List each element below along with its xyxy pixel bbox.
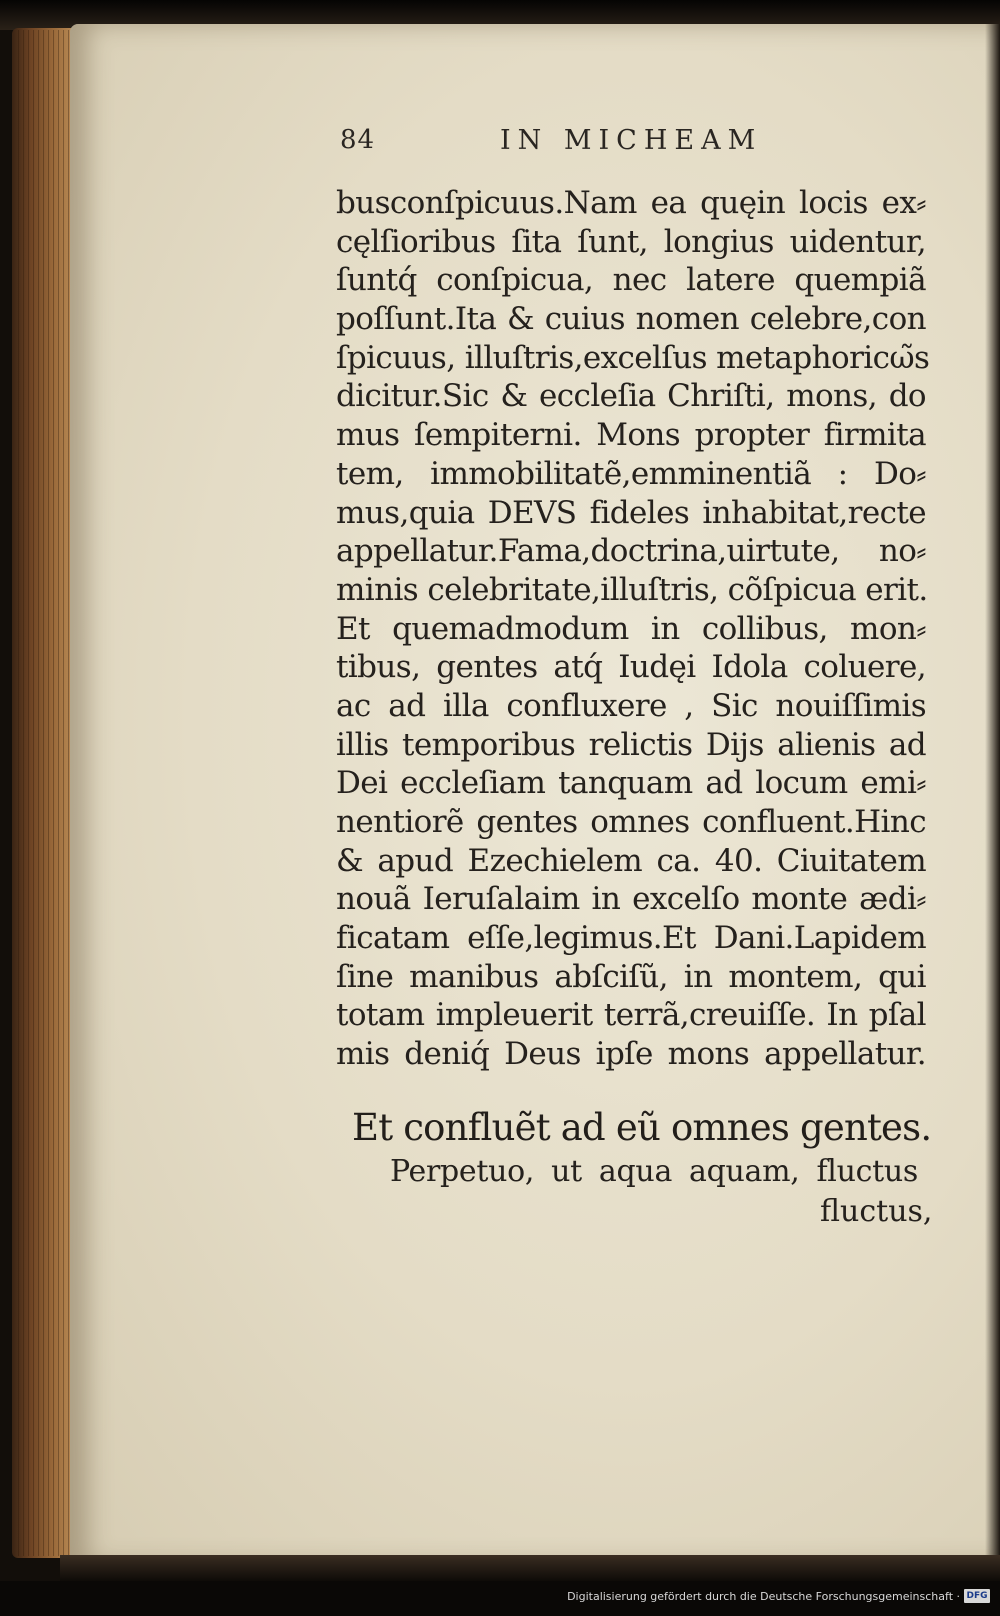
text-line: Et quemadmodum in collibus, mon⸗ [336,610,926,647]
text-line: Dei eccleſiam tanquam ad locum emi⸗ [336,765,926,802]
funding-credit: Digitalisierung gefördert durch die Deutsche Forschungsgemeinschaft · [567,1590,960,1603]
catchword: fluctus, [820,1194,933,1229]
text-line: & apud Ezechielem ca. 40. Ciuitatem [336,842,926,879]
text-line: ſuntq́ conſpicua, nec latere quempiã [336,262,926,299]
text-line: tem, immobilitatẽ,emminentiã : Do⸗ [336,455,926,492]
dfg-logo-icon: DFG [964,1589,990,1603]
running-title: IN MICHEAM [500,125,763,156]
text-line: illis temporibus relictis Dijs alienis ad [336,726,926,763]
running-head [340,125,820,165]
book-page-edges [18,30,76,1556]
text-line: minis celebritate,illuſtris, cõſpicua erit. [336,571,928,608]
text-line: dicitur.Sic & eccleſia Chriſti, mons, do [336,378,926,415]
text-line: ac ad illa confluxere , Sic nouiſſimis [336,687,926,724]
text-line: nentiorẽ gentes omnes confluent.Hinc [336,804,926,840]
page-number: 84 [340,125,376,155]
text-line: totam impleuerit terrã,creuiſſe. In pſal [336,997,926,1034]
text-line: tibus, gentes atq́ Iudęi Idola coluere, [336,649,926,686]
page-right-shadow [985,24,1000,1564]
text-line: nouã Ieruſalaim in excelſo monte ædi⸗ [336,881,926,918]
text-line: ſpicuus, illuſtris,excelſus metaphoricω̃s [336,339,930,376]
body-text [336,184,930,1074]
commentary-line: Perpetuo, ut aqua aquam, fluctus [390,1154,918,1189]
text-line: mis deniq́ Deus ipſe mons appellatur. [336,1036,926,1073]
text-line: mus,quia DEVS fideles inhabitat,recte [336,494,926,531]
text-line: ficatam eſſe,legimus.Et Dani.Lapidem [336,920,926,957]
text-line: poſſunt.Ita & cuius nomen celebre,con [336,301,926,338]
text-line: ſine manibus abſciſũ, in montem, qui [336,958,926,995]
text-line: busconſpicuus.Nam ea quęin locis ex⸗ [336,185,926,221]
lemma-heading: Et confluẽt ad eũ omnes gentes. [352,1106,932,1149]
text-line: mus ſempiterni. Mons propter firmita [336,417,926,454]
text-line: cęlſioribus ſita ſunt, longius uidentur, [336,223,926,260]
digitization-footer [0,1581,1000,1616]
page-bottom-shadow [60,1555,1000,1581]
text-line: appellatur.Fama,doctrina,uirtute, no⸗ [336,533,926,570]
